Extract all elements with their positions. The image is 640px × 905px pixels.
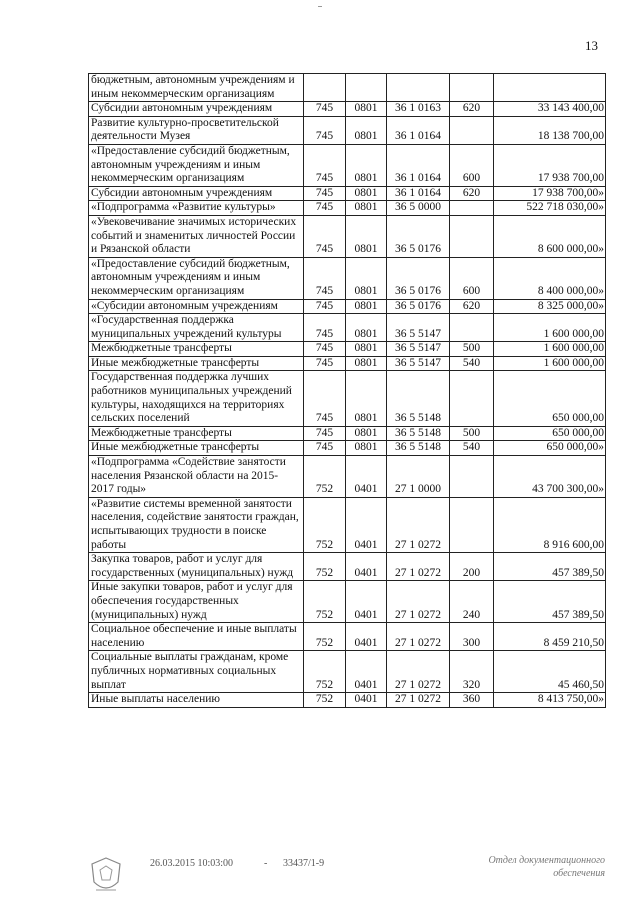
cell-expense-type: 500 <box>450 342 494 357</box>
table-row <box>89 553 606 581</box>
cell-amount: 1 600 000,00 <box>494 356 606 371</box>
cell-amount: 650 000,00» <box>494 441 606 456</box>
cell-target-code: 36 5 5148 <box>387 441 450 456</box>
cell-target-code: 36 5 0176 <box>387 215 450 257</box>
cell-amount: 8 325 000,00» <box>494 299 606 314</box>
cell-ved: 745 <box>304 257 346 299</box>
cell-amount: 8 400 000,00» <box>494 257 606 299</box>
table-row <box>89 215 606 257</box>
table-row <box>89 693 606 708</box>
table-row <box>89 581 606 623</box>
cell-section: 0801 <box>346 441 387 456</box>
table-row <box>89 144 606 186</box>
table-row <box>89 299 606 314</box>
cell-section: 0801 <box>346 144 387 186</box>
cell-expense-type: 620 <box>450 102 494 117</box>
scan-mark <box>318 6 322 7</box>
footer-doc-number: 33437/1-9 <box>283 858 325 869</box>
cell-section: 0801 <box>346 356 387 371</box>
cell-expense-type: 500 <box>450 426 494 441</box>
cell-target-code: 27 1 0272 <box>387 623 450 651</box>
table-row <box>89 116 606 144</box>
cell-section: 0801 <box>346 371 387 426</box>
cell-ved: 752 <box>304 497 346 552</box>
cell-expense-type: 320 <box>450 651 494 693</box>
cell-expense-type <box>450 456 494 498</box>
cell-amount: 43 700 300,00» <box>494 456 606 498</box>
cell-ved: 745 <box>304 342 346 357</box>
cell-section: 0801 <box>346 299 387 314</box>
footer-date: 26.03.2015 10:03:00 <box>150 858 234 869</box>
cell-target-code: 36 1 0163 <box>387 102 450 117</box>
cell-ved: 745 <box>304 441 346 456</box>
cell-amount: 8 459 210,50 <box>494 623 606 651</box>
cell-target-code: 36 5 5147 <box>387 314 450 342</box>
cell-name: Иные межбюджетные трансферты <box>89 441 304 456</box>
coat-of-arms-icon <box>88 856 124 896</box>
cell-target-code: 36 5 0176 <box>387 299 450 314</box>
cell-amount: 457 389,50 <box>494 581 606 623</box>
table-row <box>89 497 606 552</box>
cell-amount: 8 600 000,00» <box>494 215 606 257</box>
cell-ved: 745 <box>304 144 346 186</box>
cell-name: «Развитие системы временной занятости населения, содействие занятости граждан, испытывающих трудности в поиске работы <box>89 497 304 552</box>
cell-ved: 745 <box>304 116 346 144</box>
cell-amount: 33 143 400,00 <box>494 102 606 117</box>
budget-table <box>88 73 606 708</box>
cell-name: Иные выплаты населению <box>89 693 304 708</box>
table-row <box>89 651 606 693</box>
cell-target-code: 36 1 0164 <box>387 116 450 144</box>
cell-target-code: 27 1 0272 <box>387 693 450 708</box>
cell-amount <box>494 74 606 102</box>
cell-target-code: 27 1 0000 <box>387 456 450 498</box>
cell-target-code: 27 1 0272 <box>387 497 450 552</box>
cell-expense-type: 200 <box>450 553 494 581</box>
cell-expense-type: 620 <box>450 186 494 201</box>
footer <box>0 852 640 902</box>
cell-section: 0401 <box>346 456 387 498</box>
cell-section: 0401 <box>346 553 387 581</box>
cell-expense-type <box>450 74 494 102</box>
cell-section: 0401 <box>346 497 387 552</box>
cell-ved: 752 <box>304 693 346 708</box>
cell-amount: 8 413 750,00» <box>494 693 606 708</box>
cell-ved: 745 <box>304 371 346 426</box>
cell-ved: 752 <box>304 553 346 581</box>
cell-expense-type <box>450 116 494 144</box>
cell-name: Социальное обеспечение и иные выплаты населению <box>89 623 304 651</box>
cell-ved: 745 <box>304 356 346 371</box>
cell-target-code: 36 5 5147 <box>387 342 450 357</box>
cell-expense-type <box>450 215 494 257</box>
cell-amount: 17 938 700,00» <box>494 186 606 201</box>
cell-name: Иные закупки товаров, работ и услуг для обеспечения государственных (муниципальных) нужд <box>89 581 304 623</box>
table-body <box>89 74 606 708</box>
cell-ved: 745 <box>304 186 346 201</box>
cell-ved: 752 <box>304 456 346 498</box>
cell-name: Социальные выплаты гражданам, кроме публичных нормативных социальных выплат <box>89 651 304 693</box>
cell-expense-type: 600 <box>450 144 494 186</box>
cell-amount: 650 000,00 <box>494 426 606 441</box>
cell-section: 0401 <box>346 581 387 623</box>
cell-name: Межбюджетные трансферты <box>89 426 304 441</box>
cell-name: Межбюджетные трансферты <box>89 342 304 357</box>
footer-department: Отдел документационного обеспечения <box>488 855 605 879</box>
cell-amount: 522 718 030,00» <box>494 201 606 216</box>
cell-name: «Подпрограмма «Содействие занятости населения Рязанской области на 2015-2017 годы» <box>89 456 304 498</box>
cell-expense-type: 600 <box>450 257 494 299</box>
cell-name: «Увековечивание значимых исторических событий и знаменитых личностей России и Рязанской области <box>89 215 304 257</box>
table-row <box>89 623 606 651</box>
table-row <box>89 441 606 456</box>
cell-expense-type <box>450 201 494 216</box>
cell-name: Развитие культурно-просветительской деятельности Музея <box>89 116 304 144</box>
cell-section: 0401 <box>346 693 387 708</box>
cell-expense-type <box>450 371 494 426</box>
cell-target-code: 36 5 0176 <box>387 257 450 299</box>
cell-expense-type: 540 <box>450 441 494 456</box>
cell-section: 0801 <box>346 201 387 216</box>
table-row <box>89 102 606 117</box>
cell-ved: 752 <box>304 581 346 623</box>
cell-name: «Подпрограмма «Развитие культуры» <box>89 201 304 216</box>
cell-expense-type: 620 <box>450 299 494 314</box>
cell-section: 0801 <box>346 426 387 441</box>
cell-ved: 752 <box>304 651 346 693</box>
cell-ved <box>304 74 346 102</box>
cell-name: «Предоставление субсидий бюджетным, автономным учреждениям и иным некоммерческим организациям <box>89 257 304 299</box>
cell-name: «Государственная поддержка муниципальных учреждений культуры <box>89 314 304 342</box>
cell-amount: 457 389,50 <box>494 553 606 581</box>
cell-section: 0801 <box>346 102 387 117</box>
cell-name: Закупка товаров, работ и услуг для государственных (муниципальных) нужд <box>89 553 304 581</box>
cell-target-code: 36 5 0000 <box>387 201 450 216</box>
cell-amount: 1 600 000,00 <box>494 314 606 342</box>
cell-target-code: 27 1 0272 <box>387 651 450 693</box>
cell-ved: 745 <box>304 314 346 342</box>
cell-amount: 17 938 700,00 <box>494 144 606 186</box>
cell-target-code: 36 1 0164 <box>387 186 450 201</box>
cell-name: Государственная поддержка лучших работников муниципальных учреждений культуры, находящихся на территориях сельских поселений <box>89 371 304 426</box>
cell-target-code: 36 5 5147 <box>387 356 450 371</box>
cell-expense-type: 300 <box>450 623 494 651</box>
cell-amount: 8 916 600,00 <box>494 497 606 552</box>
cell-expense-type <box>450 314 494 342</box>
cell-name: Субсидии автономным учреждениям <box>89 186 304 201</box>
cell-target-code: 27 1 0272 <box>387 581 450 623</box>
cell-expense-type: 540 <box>450 356 494 371</box>
table-row <box>89 314 606 342</box>
cell-section <box>346 74 387 102</box>
table-row <box>89 201 606 216</box>
cell-name: Иные межбюджетные трансферты <box>89 356 304 371</box>
cell-ved: 745 <box>304 102 346 117</box>
cell-section: 0801 <box>346 215 387 257</box>
cell-amount: 45 460,50 <box>494 651 606 693</box>
footer-separator: - <box>264 858 268 869</box>
cell-expense-type: 360 <box>450 693 494 708</box>
table-row <box>89 186 606 201</box>
cell-ved: 745 <box>304 215 346 257</box>
table-row <box>89 456 606 498</box>
cell-target-code: 27 1 0272 <box>387 553 450 581</box>
cell-ved: 745 <box>304 426 346 441</box>
cell-amount: 650 000,00 <box>494 371 606 426</box>
cell-target-code: 36 5 5148 <box>387 371 450 426</box>
cell-target-code: 36 5 5148 <box>387 426 450 441</box>
cell-section: 0801 <box>346 116 387 144</box>
table-row <box>89 371 606 426</box>
table-row <box>89 257 606 299</box>
cell-ved: 745 <box>304 299 346 314</box>
cell-amount: 18 138 700,00 <box>494 116 606 144</box>
table-row <box>89 356 606 371</box>
cell-section: 0801 <box>346 314 387 342</box>
page-number: 13 <box>585 38 598 53</box>
cell-target-code: 36 1 0164 <box>387 144 450 186</box>
cell-section: 0401 <box>346 651 387 693</box>
cell-section: 0801 <box>346 342 387 357</box>
table-row <box>89 426 606 441</box>
cell-ved: 752 <box>304 623 346 651</box>
cell-name: «Субсидии автономным учреждениям <box>89 299 304 314</box>
cell-target-code <box>387 74 450 102</box>
table-row <box>89 74 606 102</box>
cell-section: 0401 <box>346 623 387 651</box>
cell-name: бюджетным, автономным учреждениям и иным некоммерческим организациям <box>89 74 304 102</box>
table-row <box>89 342 606 357</box>
cell-amount: 1 600 000,00 <box>494 342 606 357</box>
cell-expense-type <box>450 497 494 552</box>
cell-name: Субсидии автономным учреждениям <box>89 102 304 117</box>
cell-section: 0801 <box>346 186 387 201</box>
cell-ved: 745 <box>304 201 346 216</box>
cell-expense-type: 240 <box>450 581 494 623</box>
cell-section: 0801 <box>346 257 387 299</box>
cell-name: «Предоставление субсидий бюджетным, автономным учреждениям и иным некоммерческим организациям <box>89 144 304 186</box>
